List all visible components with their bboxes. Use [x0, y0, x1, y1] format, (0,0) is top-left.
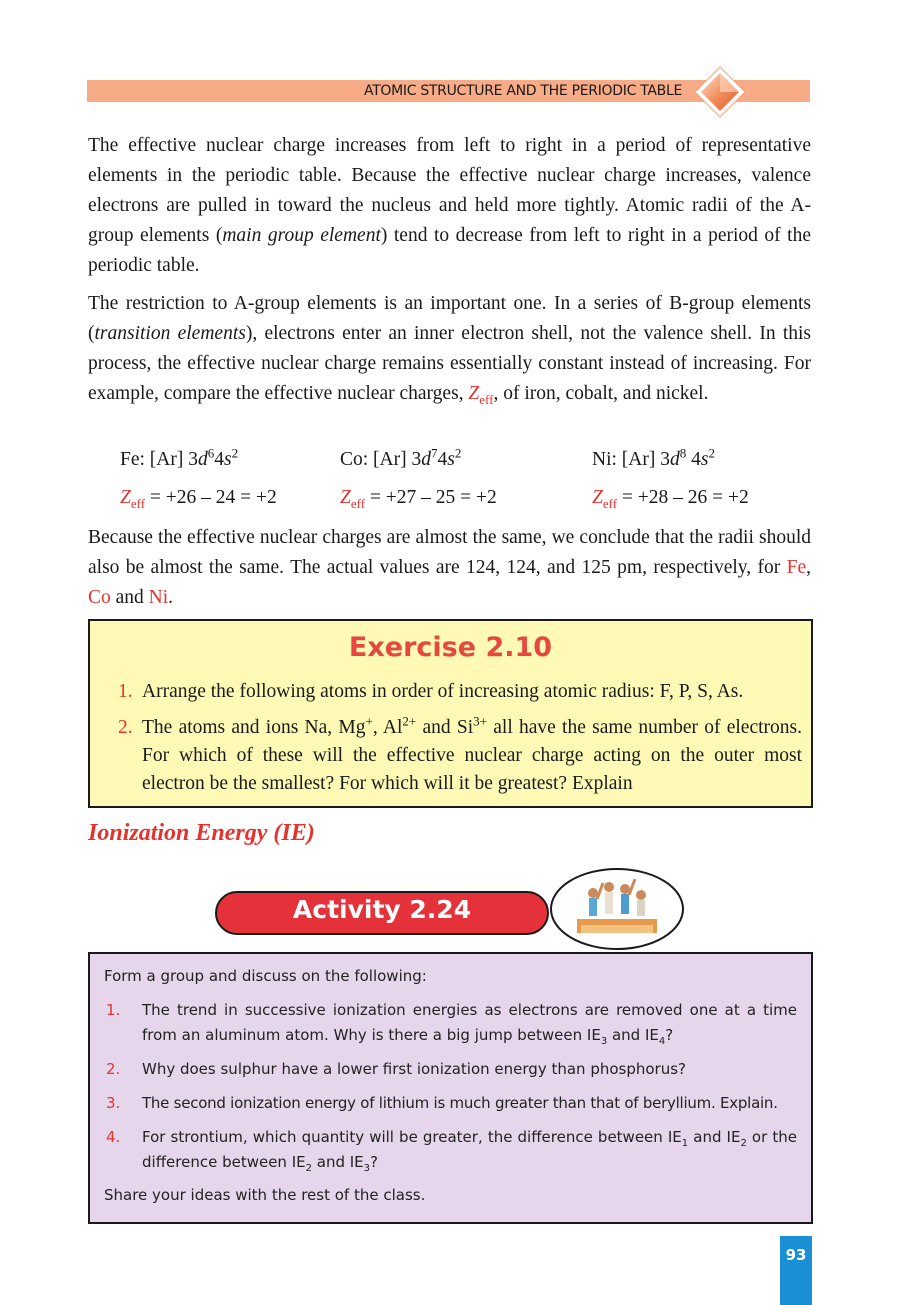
activity-item-3: The second ionization energy of lithium is much greater than that of beryllium. Explain.: [142, 1094, 778, 1112]
activity-intro: Form a group and discuss on the following:: [104, 967, 427, 985]
element-co: Co: [88, 587, 111, 608]
activity-item-1-number: 1.: [106, 1001, 121, 1019]
paragraph2-text: The restriction to A-group elements is an important one. In a series of B-group elements (: [88, 293, 811, 344]
config-co: Co: [Ar] $3d^74s^2$: [340, 445, 462, 470]
exercise-item-1-number: 1.: [118, 681, 133, 702]
group-discussion-illustration-icon: [549, 867, 685, 951]
activity-label-pill: [215, 891, 549, 935]
zeff-co: $Z_{eff} = +27 - 25 = +2$: [340, 487, 497, 511]
zeff-subscript: eff: [479, 391, 494, 407]
paragraph-conclusion: Because the effective nuclear charges are almost the same, we conclude that the radii should also be almost the same. The actual values are 124, 124, and 125 pm, respectively, for Fe, Co and Ni.: [88, 527, 811, 608]
exercise-item-1-text: Arrange the following atoms in order of increasing atomic radius: F, P, S, As.: [142, 681, 744, 702]
activity-item-4-number: 4.: [106, 1128, 121, 1146]
diamond-ornament-icon: [694, 66, 746, 118]
exercise-box: [88, 619, 813, 808]
config-ni: Ni: [Ar] $3d^8$ $4s^2$: [592, 445, 715, 470]
activity-item-3-number: 3.: [106, 1094, 121, 1112]
element-ni: Ni: [148, 587, 169, 608]
activity-label: Activity 2.24: [292, 895, 472, 924]
exercise-item-1: [118, 678, 802, 706]
page-number-tab: [780, 1236, 812, 1305]
paragraph2-text-end: , of iron, cobalt, and nickel.: [493, 383, 709, 404]
paragraph1-text: The effective nuclear charge increases from left to right in a period of representative elements in the periodic table. Because the effective nuclear charge increases, valence electrons are pulled in toward the nucleus and held more tightly. Atomic radii of the A-group elements (: [88, 135, 811, 246]
paragraph3-text: Because the effective nuclear charges are almost the same, we conclude that the radii should also be almost the same. The actual values are 124, 124, and 125 pm, respectively, for: [88, 527, 811, 578]
activity-item-1: The trend in successive ionization energies as electrons are removed one at a time from an aluminum atom. Why is there a big jump between $IE_3$ and $IE_4$?: [142, 1001, 797, 1047]
config-fe: Fe: [Ar] $3d^64s^2$: [120, 445, 239, 470]
exercise-title: Exercise 2.10: [348, 632, 553, 663]
paragraph-effective-charge: [88, 131, 811, 281]
zeff-ni: $Z_{eff} = +28 - 26 = +2$: [592, 487, 749, 511]
activity-box: [88, 952, 813, 1224]
activity-item-2-number: 2.: [106, 1060, 121, 1078]
zeff-symbol: Z: [468, 383, 480, 404]
paragraph1-text-end: ) tend to decrease from left to right in a period of the periodic table.: [88, 225, 811, 276]
activity-item-4: For strontium, which quantity will be greater, the difference between $IE_1$ and $IE_2$ or the difference between $IE_2$ and $IE_3$?: [142, 1128, 797, 1174]
paragraph-restriction: [88, 289, 811, 409]
chapter-title: ATOMIC STRUCTURE AND THE PERIODIC TABLE: [363, 83, 682, 99]
element-fe: Fe: [786, 557, 807, 578]
activity-item-2: Why does sulphur have a lower first ionization energy than phosphorus?: [142, 1060, 686, 1078]
page-number: 93: [785, 1246, 807, 1264]
exercise-item-2: 2. The atoms and ions Na, Mg+, $Al^{2+}$ and $Si^{3+}$ all have the same number of electrons. For which of these will the effective nuclear charge acting on the outer most electron be the smallest? For which will it be greatest? Explain: [118, 713, 802, 794]
paragraph2-text-middle: ), electrons enter an inner electron shell, not the valence shell. In this process, the effective nuclear charge remains essentially constant instead of increasing. For example, compare the effective nuclear charges,: [88, 323, 811, 404]
exercise-item-2-number: 2.: [118, 717, 133, 738]
paragraph2-italic-term: transition elements: [94, 323, 246, 344]
zeff-fe: $Z_{eff} = +26 - 24 = +2$: [120, 487, 277, 511]
paragraph1-italic-term: main group element: [222, 225, 381, 246]
activity-closing: Share your ideas with the rest of the class.: [104, 1186, 426, 1204]
section-heading-ionization-energy: Ionization Energy (IE): [88, 820, 315, 846]
